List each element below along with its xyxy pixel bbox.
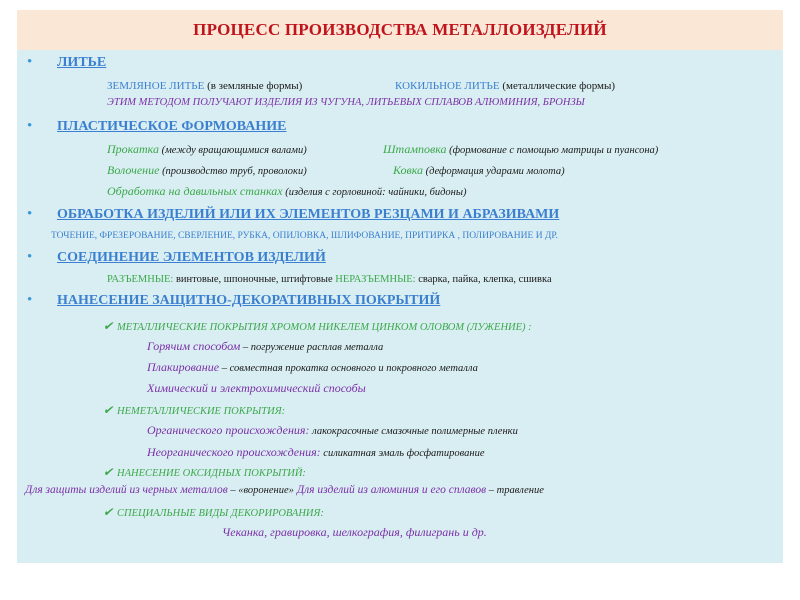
slide: [17, 10, 783, 563]
earth-casting-label: ЗЕМЛЯНОЕ ЛИТЬЕ: [107, 80, 205, 92]
check-mark-icon: ✔: [103, 465, 114, 479]
stamping-label: Штамповка: [383, 142, 447, 156]
permanent-desc: сварка, пайка, клепка, сшивка: [415, 274, 552, 285]
casting-note: ЭТИМ МЕТОДОМ ПОЛУЧАЮТ ИЗДЕЛИЯ ИЗ ЧУГУНА, ЛИТЬЕВЫХ СПЛАВОВ АЛЮМИНИЯ, БРОНЗЫ: [107, 97, 585, 108]
page-title: ПРОЦЕСС ПРОИЗВОДСТВА МЕТАЛЛОИЗДЕЛИЙ: [193, 20, 607, 39]
organic-label: Органического происхождения:: [147, 423, 310, 437]
stamping-desc: (формование с помощью матрицы и пуансона): [446, 145, 659, 156]
cutting-operations: ТОЧЕНИЕ, ФРЕЗЕРОВАНИЕ, СВЕРЛЕНИЕ, РУБКА, ОПИЛОВКА, ШЛИФОВАНИЕ, ПРИТИРКА , ПОЛИРОВАНИЕ И ДР.: [51, 231, 558, 241]
forming-line-1: [107, 142, 307, 157]
drawing-label: Волочение: [107, 163, 160, 177]
section-heading-coatings: НАНЕСЕНИЕ ЗАЩИТНО-ДЕКОРАТИВНЫХ ПОКРЫТИЙ: [57, 293, 441, 308]
section-heading-plastic-forming: ПЛАСТИЧЕСКОЕ ФОРМОВАНИЕ: [57, 119, 287, 134]
spinning-label: Обработка на давильных станках: [107, 184, 283, 198]
nonmetallic-line-1: [147, 423, 518, 438]
forming-line-1b: [383, 142, 658, 157]
ferrous-desc: – «воронение»: [227, 485, 294, 496]
section-heading-cutting: ОБРАБОТКА ИЗДЕЛИЙ ИЛИ ИХ ЭЛЕМЕНТОВ РЕЗЦАМИ И АБРАЗИВАМИ: [57, 207, 560, 222]
aluminium-desc: – травление: [486, 485, 544, 496]
check-mark-icon: ✔: [103, 319, 114, 333]
aluminium-label: Для изделий из алюминия и его сплавов: [293, 484, 487, 496]
nonmetallic-line-2: [147, 445, 485, 460]
forming-line-3: [107, 184, 467, 199]
detachable-desc: винтовые, шпоночные, штифтовые: [173, 274, 333, 285]
casting-types-line: [107, 80, 302, 92]
detachable-label: РАЗЪЕМНЫЕ:: [107, 274, 174, 285]
chill-casting-label: КОКИЛЬНОЕ ЛИТЬЕ: [395, 80, 500, 92]
forging-label: Ковка: [393, 163, 424, 177]
permanent-label: НЕРАЗЪЕМНЫЕ:: [335, 274, 416, 285]
metallic-line-1: [147, 339, 383, 354]
metallic-line-3: Химический и электрохимический способы: [147, 381, 366, 395]
hot-method-label: Горячим способом: [147, 339, 241, 353]
hot-method-desc: – погружение расплав металла: [240, 342, 384, 353]
rolling-desc: (между вращающимися валами): [158, 145, 307, 156]
subsection-oxide: [103, 465, 306, 480]
subsection-nonmetallic: [103, 403, 285, 418]
spinning-desc: (изделия с горловиной: чайники, бидоны): [282, 187, 467, 198]
rolling-label: Прокатка: [107, 142, 159, 156]
forging-desc: (деформация ударами молота): [423, 166, 565, 177]
subsection-metallic: [103, 319, 532, 334]
oxide-coatings-label: НАНЕСЕНИЕ ОКСИДНЫХ ПОКРЫТИЙ:: [117, 468, 306, 479]
check-mark-icon: ✔: [103, 403, 114, 417]
decorating-label: СПЕЦИАЛЬНЫЕ ВИДЫ ДЕКОРИРОВАНИЯ:: [117, 508, 324, 519]
decorating-line: Чеканка, гравировка, шелкография, филигрань и др.: [222, 525, 487, 539]
drawing-desc: (производство труб, проволоки): [159, 166, 307, 177]
bullet-icon: •: [27, 206, 33, 222]
cladding-desc: – совместная прокатка основного и покровного металла: [219, 363, 478, 374]
title-bar: [17, 10, 783, 50]
metallic-coatings-label: МЕТАЛЛИЧЕСКИЕ ПОКРЫТИЯ ХРОМОМ НИКЕЛЕМ ЦИНКОМ ОЛОВОМ (ЛУЖЕНИЕ) :: [117, 322, 532, 333]
forming-line-2: [107, 163, 307, 178]
inorganic-label: Неорганического происхождения:: [147, 445, 321, 459]
bullet-icon: •: [27, 292, 33, 308]
inorganic-desc: силикатная эмаль фосфатирование: [320, 448, 485, 459]
bullet-icon: •: [27, 249, 33, 265]
section-heading-casting: ЛИТЬЕ: [57, 55, 107, 70]
organic-desc: лакокрасочные смазочные полимерные пленки: [309, 426, 518, 437]
joining-line: [107, 274, 552, 285]
metallic-line-2: [147, 360, 478, 375]
bullet-icon: •: [27, 54, 33, 70]
oxide-line: [25, 484, 544, 496]
bullet-icon: •: [27, 118, 33, 134]
ferrous-label: Для защиты изделий из черных металлов: [25, 484, 228, 496]
check-mark-icon: ✔: [103, 505, 114, 519]
chill-casting-line: [395, 80, 615, 92]
earth-casting-desc: (в земляные формы): [204, 80, 303, 92]
nonmetallic-coatings-label: НЕМЕТАЛЛИЧЕСКИЕ ПОКРЫТИЯ:: [117, 406, 286, 417]
subsection-decorating: [103, 505, 324, 520]
forming-line-2b: [393, 163, 565, 178]
section-heading-joining: СОЕДИНЕНИЕ ЭЛЕМЕНТОВ ИЗДЕЛИЙ: [57, 250, 326, 265]
chill-casting-desc: (металлические формы): [499, 80, 616, 92]
cladding-label: Плакирование: [147, 360, 220, 374]
